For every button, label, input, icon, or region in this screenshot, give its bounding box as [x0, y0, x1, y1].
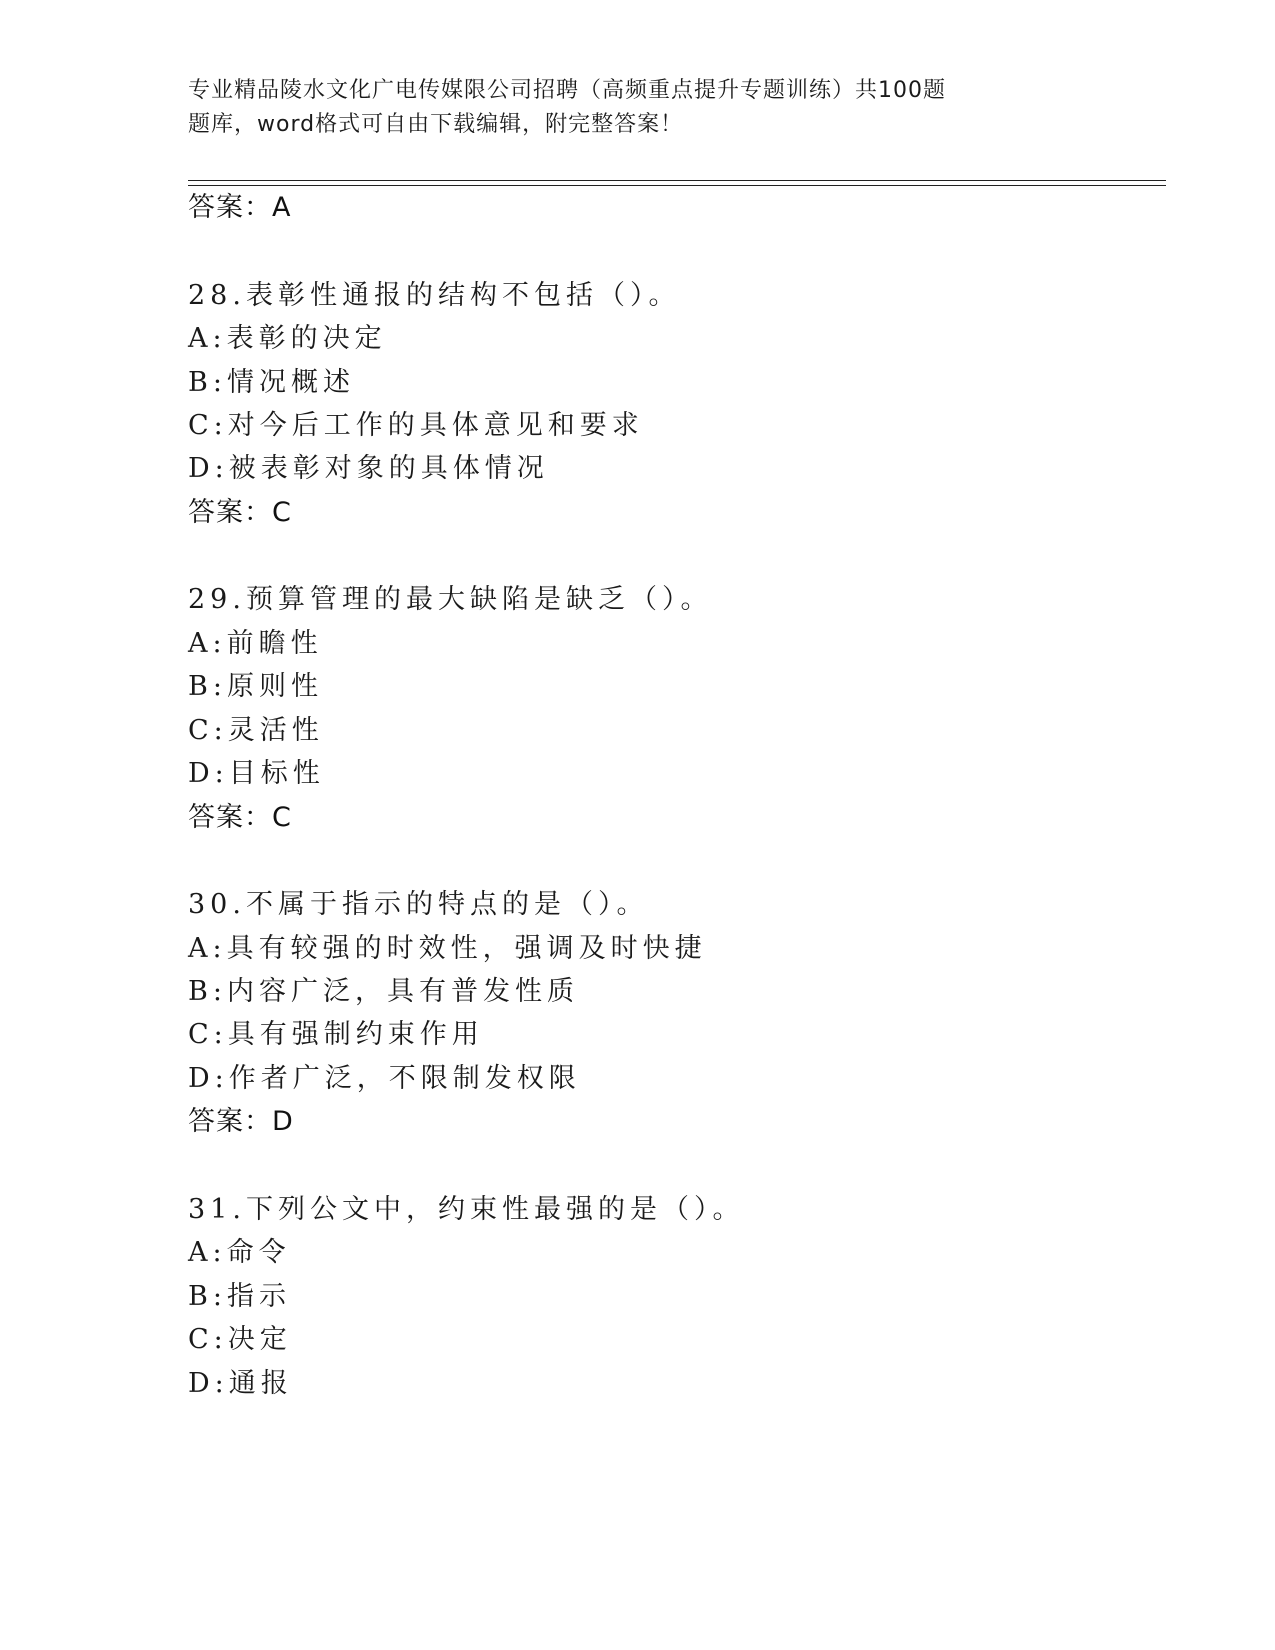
title-line-1: 专业精品陵水文化广电传媒限公司招聘（高频重点提升专题训练）共100题 — [188, 78, 946, 103]
option-a: A:前瞻性 — [188, 628, 323, 659]
option-c: C:灵活性 — [188, 715, 324, 746]
option-d: D:通报 — [188, 1368, 293, 1399]
answer: 答案：C — [188, 497, 292, 528]
option-a: A:表彰的决定 — [188, 323, 387, 354]
answer: 答案：D — [188, 1106, 294, 1137]
option-c: C:具有强制约束作用 — [188, 1019, 484, 1050]
option-d: D:被表彰对象的具体情况 — [188, 453, 549, 484]
title-line-2: 题库，word格式可自由下载编辑，附完整答案！ — [188, 112, 684, 137]
answer-27: 答案：A — [188, 192, 292, 223]
option-a: A:命令 — [188, 1237, 291, 1268]
option-a: A:具有较强的时效性，强调及时快捷 — [188, 933, 707, 964]
question-stem: 30.不属于指示的特点的是（）。 — [188, 889, 649, 920]
option-b: B:指示 — [188, 1281, 291, 1312]
option-d: D:作者广泛，不限制发权限 — [188, 1063, 581, 1094]
option-b: B:情况概述 — [188, 367, 355, 398]
option-b: B:原则性 — [188, 671, 323, 702]
option-c: C:对今后工作的具体意见和要求 — [188, 410, 644, 441]
option-d: D:目标性 — [188, 758, 325, 789]
document-title — [188, 74, 1028, 142]
answer: 答案：C — [188, 802, 292, 833]
header-divider-top — [188, 180, 1166, 181]
header-divider-bottom — [188, 185, 1166, 186]
option-b: B:内容广泛，具有普发性质 — [188, 976, 579, 1007]
question-stem: 29.预算管理的最大缺陷是缺乏（）。 — [188, 584, 713, 615]
option-c: C:决定 — [188, 1324, 292, 1355]
question-stem: 31.下列公文中，约束性最强的是（）。 — [188, 1194, 745, 1225]
question-stem: 28.表彰性通报的结构不包括（）。 — [188, 280, 681, 311]
